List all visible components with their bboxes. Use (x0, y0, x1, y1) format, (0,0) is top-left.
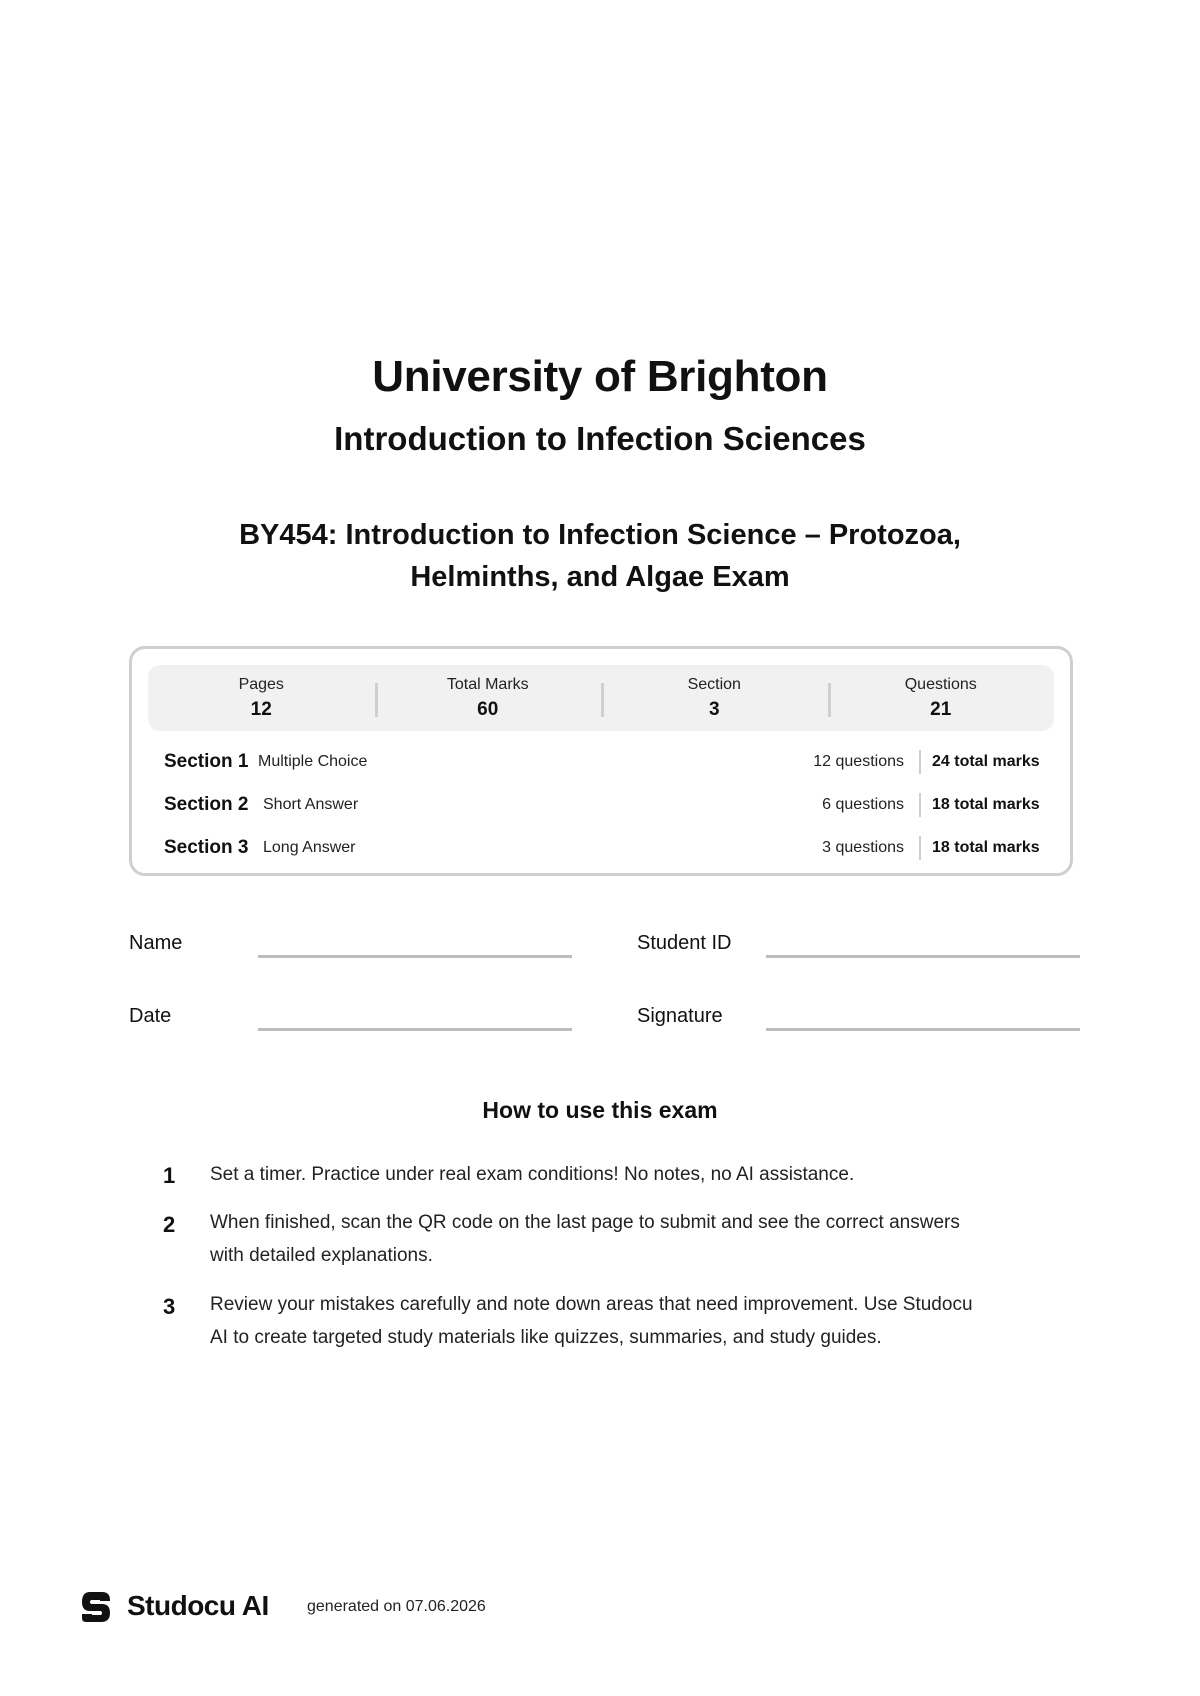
signature-label: Signature (637, 1005, 723, 1027)
exam-title (0, 514, 1200, 598)
exam-title-line-1: BY454: Introduction to Infection Science – Protozoa, (239, 519, 961, 551)
step-text-line: Review your mistakes carefully and note down areas that need improvement. Use Studocu (210, 1294, 973, 1315)
stat-value: 3 (708, 699, 720, 720)
section-question-count: 6 questions (822, 796, 904, 813)
section-type: Long Answer (263, 839, 356, 856)
step-text (210, 1158, 1060, 1191)
section-name: Section 3 (164, 837, 249, 858)
section-divider (919, 750, 921, 774)
step-number: 1 (163, 1163, 176, 1188)
section-row-3 (164, 833, 1044, 863)
stat-value: 60 (477, 699, 499, 720)
section-question-count: 3 questions (822, 839, 904, 856)
exam-title-line-2: Helminths, and Algae Exam (410, 561, 790, 593)
section-divider (919, 836, 921, 860)
university-title: University of Brighton (372, 352, 828, 401)
step-text-line: Set a timer. Practice under real exam conditions! No notes, no AI assistance. (210, 1164, 855, 1185)
stat-label: Section (687, 676, 741, 693)
section-type: Short Answer (263, 796, 359, 813)
section-divider (919, 793, 921, 817)
step-text (210, 1288, 1060, 1354)
generated-date: generated on 07.06.2026 (307, 1598, 486, 1615)
section-name: Section 2 (164, 794, 249, 815)
section-row-1 (164, 747, 1044, 777)
section-name: Section 1 (164, 751, 249, 772)
course-title: Introduction to Infection Sciences (334, 420, 866, 457)
signature-field[interactable] (766, 1028, 1080, 1031)
section-question-count: 12 questions (813, 753, 904, 770)
stat-total-marks (375, 665, 602, 731)
exam-stats-bar (148, 665, 1054, 731)
studocu-logo-icon (78, 1588, 114, 1626)
step-number: 2 (163, 1212, 176, 1237)
name-field[interactable] (258, 955, 572, 958)
step-text-line: AI to create targeted study materials like quizzes, summaries, and study guides. (210, 1327, 882, 1348)
stat-section (601, 665, 828, 731)
name-label: Name (129, 932, 183, 954)
stat-value: 12 (250, 699, 272, 720)
section-total-marks: 18 total marks (932, 839, 1040, 856)
step-text (210, 1206, 1060, 1272)
section-total-marks: 18 total marks (932, 796, 1040, 813)
exam-summary-card (129, 646, 1073, 876)
section-type: Multiple Choice (258, 753, 368, 770)
section-row-2 (164, 790, 1044, 820)
section-total-marks: 24 total marks (932, 753, 1040, 770)
stat-label: Questions (904, 676, 977, 693)
date-field[interactable] (258, 1028, 572, 1031)
brand-name: Studocu AI (127, 1590, 269, 1621)
stat-questions (828, 665, 1055, 731)
stat-value: 21 (930, 699, 952, 720)
step-text-line: When finished, scan the QR code on the last page to submit and see the correct answers (210, 1212, 960, 1233)
stat-label: Pages (238, 676, 284, 693)
student-id-field[interactable] (766, 955, 1080, 958)
stat-label: Total Marks (446, 676, 529, 693)
student-id-label: Student ID (637, 932, 732, 954)
howto-title: How to use this exam (482, 1097, 718, 1123)
date-label: Date (129, 1005, 172, 1027)
step-text-line: with detailed explanations. (210, 1245, 433, 1266)
stat-pages (148, 665, 375, 731)
step-number: 3 (163, 1294, 176, 1319)
